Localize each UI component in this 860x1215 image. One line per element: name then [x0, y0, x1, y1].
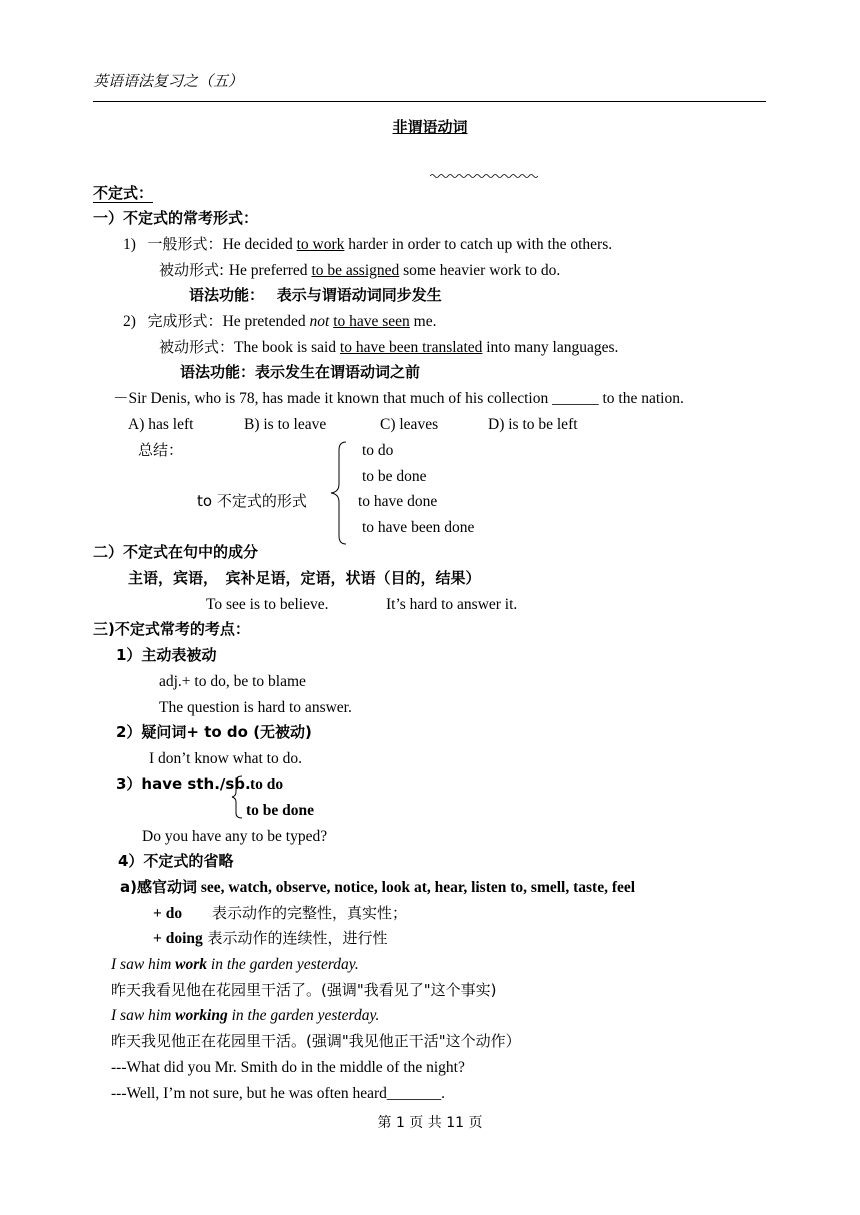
option-d: D) is to be left — [488, 416, 578, 433]
example-1: I saw him work in the garden yesterday. — [111, 956, 359, 973]
s3-point-3a: Do you have any to be typed? — [142, 828, 328, 845]
question-text: －Sir Denis, who is 78, has made it known that much of his collection ______ to the nation. — [113, 390, 684, 407]
s1-passive2: 被动形式：The book is said to have been translated into many languages. — [159, 338, 619, 356]
page-footer: 第 1 页 共 11 页 — [377, 1115, 483, 1131]
s3-point-2: 2）疑问词+ to do (无被动) — [116, 723, 312, 741]
have-option-1: to do — [250, 776, 284, 793]
dialogue-line-2: ---Well, I’m not sure, but he was often heard_______. — [111, 1085, 446, 1102]
do-description: 表示动作的完整性，真实性； — [212, 904, 408, 922]
form-item: to be done — [362, 468, 427, 485]
have-brace — [230, 774, 244, 820]
s3-point-4: 4）不定式的省略 — [118, 852, 234, 870]
wavy-underline — [430, 172, 538, 180]
document-title: 非谓语动词 — [392, 118, 468, 136]
have-option-2: to be done — [246, 802, 315, 819]
forms-brace — [326, 440, 350, 546]
do-label: + do — [153, 905, 183, 922]
dialogue-line-1: ---What did you Mr. Smith do in the middle of the night? — [111, 1059, 465, 1076]
example-2: I saw him working in the garden yesterday. — [111, 1007, 380, 1024]
form-item: to have done — [358, 493, 438, 510]
option-b: B) is to leave — [244, 416, 327, 433]
option-c: C) leaves — [380, 416, 439, 433]
s3-heading: 三)不定式常考的考点： — [93, 620, 250, 638]
s3-point-1: 1）主动表被动 — [116, 646, 217, 664]
s3-point-1a: adj.+ to do, be to blame — [159, 673, 306, 690]
s1-passive1: 被动形式: He preferred to be assigned some heavier work to do. — [159, 261, 561, 279]
s3-point-2a: I don’t know what to do. — [149, 750, 302, 767]
s2-roles: 主语，宾语， 宾补足语，定语，状语（目的，结果） — [128, 569, 481, 587]
s1-func1: 语法功能： 表示与谓语动词同步发生 — [189, 286, 442, 304]
form-item: to do — [362, 442, 394, 459]
section-infinitive: 不定式： — [93, 184, 154, 202]
s1-func2: 语法功能：表示发生在谓语动词之前 — [180, 363, 421, 381]
form-item: to have been done — [362, 519, 475, 536]
s3-point-4a: a)感官动词 see, watch, observe, notice, look at, hear, listen to, smell, taste, feel — [120, 878, 636, 896]
s1-item1: 1) 一般形式：He decided to work harder in order to catch up with the others. — [123, 235, 613, 253]
header-title: 英语语法复习之（五） — [93, 72, 244, 90]
forms-label: to 不定式的形式 — [197, 492, 307, 510]
summary-label: 总结： — [138, 441, 184, 459]
s1-heading: 一）不定式的常考形式： — [93, 209, 259, 227]
header-rule — [93, 101, 766, 102]
s2-example-2: It’s hard to answer it. — [386, 596, 518, 613]
s2-heading: 二）不定式在句中的成分 — [93, 543, 259, 561]
doing-line: + doing 表示动作的连续性，进行性 — [153, 929, 388, 947]
s3-point-3: 3）have sth./sb. — [116, 775, 251, 793]
s3-point-1b: The question is hard to answer. — [159, 699, 352, 716]
s2-example-1: To see is to believe. — [206, 596, 329, 613]
example-2-translation: 昨天我见他正在花园里干活。(强调"我见他正干活"这个动作） — [111, 1032, 521, 1050]
example-1-translation: 昨天我看见他在花园里干活了。(强调"我看见了"这个事实) — [111, 981, 497, 999]
option-a: A) has left — [128, 416, 194, 433]
s1-item2: 2) 完成形式：He pretended not to have seen me. — [123, 312, 437, 330]
